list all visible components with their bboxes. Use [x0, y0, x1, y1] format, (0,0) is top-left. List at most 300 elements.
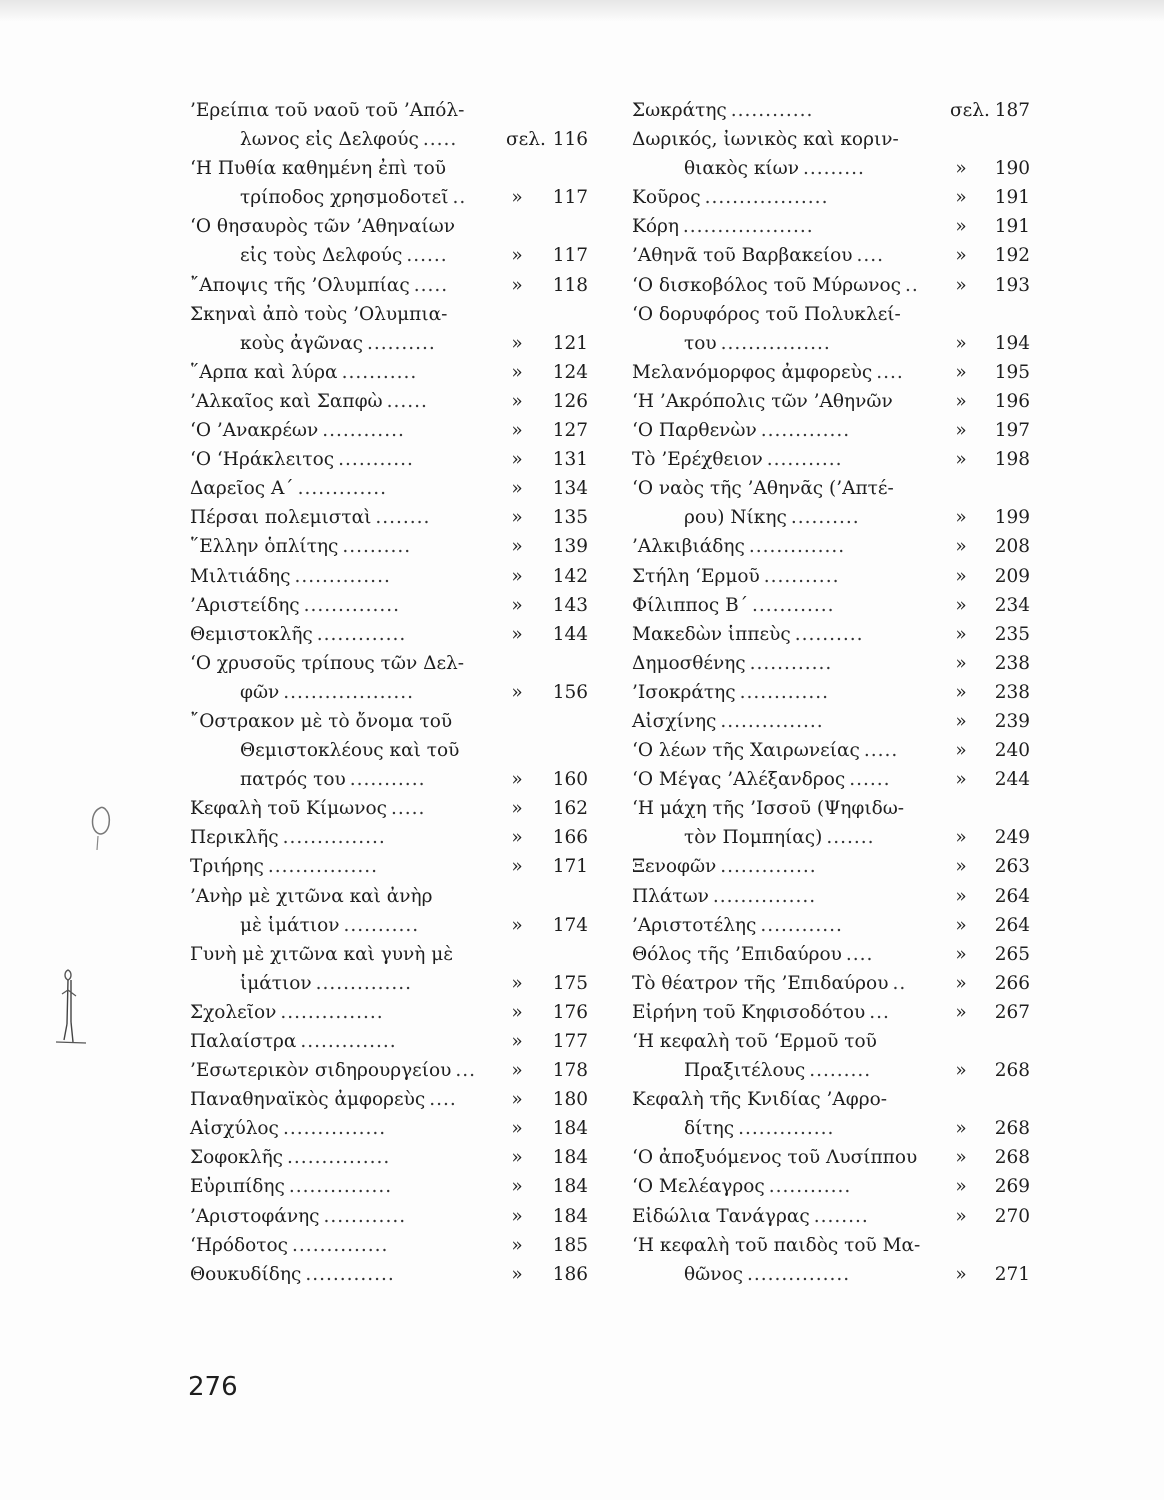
entry-title: μὲ ἱμάτιον — [240, 914, 340, 936]
index-entry — [190, 1114, 600, 1143]
page-prefix: » — [511, 536, 523, 558]
page-ref: 268 — [994, 1060, 1030, 1082]
index-entry — [632, 125, 1032, 154]
dot-leader: ........ — [813, 1205, 869, 1227]
page-ref: 180 — [552, 1089, 588, 1111]
entry-title: Παναθηναϊκὸς ἀμφορεὺς — [190, 1089, 426, 1111]
index-entry — [632, 678, 1032, 707]
entry-title: ‘Ο ἀποξυόμενος τοῦ Λυσίππου — [632, 1147, 918, 1169]
index-entry — [632, 1114, 1032, 1143]
entry-title: Εὐριπίδης — [190, 1176, 285, 1198]
page-prefix: » — [955, 274, 967, 296]
page-prefix: » — [511, 769, 523, 791]
dot-leader: .. — [892, 972, 907, 994]
entry-title: ’Ισοκράτης — [632, 681, 736, 703]
entry-title: Θόλος τῆς ’Επιδαύρου — [632, 943, 842, 965]
dot-leader: ... — [869, 1001, 890, 1023]
page-ref: 270 — [994, 1205, 1030, 1227]
entry-title: ῞Αρπα καὶ λύρα — [190, 361, 338, 383]
page-ref: 268 — [994, 1147, 1030, 1169]
page-ref: 117 — [552, 245, 588, 267]
page-ref: 271 — [994, 1263, 1030, 1285]
index-entry — [632, 620, 1032, 649]
index-entry — [632, 1260, 1032, 1289]
dot-leader: ............ — [749, 652, 833, 674]
entry-title: τὸν Πομπηίας) — [684, 827, 823, 849]
page-ref: 234 — [994, 594, 1030, 616]
index-entry — [190, 591, 600, 620]
page-prefix: » — [511, 1263, 523, 1285]
dot-leader: .......... — [366, 332, 436, 354]
entry-title: Κεφαλὴ τῆς Κνιδίας ’Αφρο- — [632, 1089, 888, 1111]
page-ref: 139 — [552, 536, 588, 558]
index-entry — [632, 707, 1032, 736]
page-ref: 142 — [552, 565, 588, 587]
entry-title: ‘Η ’Ακρόπολις τῶν ’Αθηνῶν — [632, 390, 893, 412]
page-number: 276 — [188, 1372, 238, 1402]
entry-title: λωνος εἰς Δελφούς — [240, 129, 419, 151]
dot-leader: .......... — [342, 536, 412, 558]
index-entry — [190, 474, 600, 503]
dot-leader: ............... — [287, 1147, 391, 1169]
page-ref: 240 — [994, 740, 1030, 762]
page-prefix: » — [955, 245, 967, 267]
page-ref: 249 — [994, 827, 1030, 849]
index-entry — [632, 736, 1032, 765]
index-entry — [632, 212, 1032, 241]
page-prefix: » — [511, 274, 523, 296]
dot-leader: ........... — [343, 914, 420, 936]
entry-title: Σωκράτης — [632, 100, 727, 121]
entry-title: Σχολεῖον — [190, 1001, 277, 1023]
page-ref: 263 — [994, 856, 1030, 878]
page-prefix: » — [955, 856, 967, 878]
entry-title: ‘Η Πυθία καθημένη ἐπὶ τοῦ — [190, 158, 446, 180]
dot-leader: ............. — [305, 1263, 395, 1285]
page-ref: 235 — [994, 623, 1030, 645]
page-ref: 176 — [552, 1001, 588, 1023]
index-entry — [190, 940, 600, 969]
index-entry — [190, 1027, 600, 1056]
entry-title: Μιλτιάδης — [190, 565, 291, 587]
page-prefix: » — [511, 449, 523, 471]
entry-title: ρου) Νίκης — [684, 507, 787, 529]
entry-title: ‘Η κεφαλὴ τοῦ ‘Ερμοῦ τοῦ — [632, 1031, 877, 1052]
index-entry — [632, 474, 1032, 503]
dot-leader: ..... — [390, 798, 426, 820]
page-top-shadow — [0, 0, 1164, 22]
page-ref: 193 — [994, 274, 1030, 296]
entry-title: ‘Ο λέων τῆς Χαιρωνείας — [632, 740, 860, 762]
index-entry — [190, 1085, 600, 1114]
index-entry — [190, 329, 600, 358]
dot-leader: ......... — [809, 1060, 872, 1082]
page-ref: 267 — [994, 1001, 1030, 1023]
index-entry — [632, 562, 1032, 591]
dot-leader: ....... — [826, 827, 875, 849]
entry-title: Δωρικός, ἰωνικὸς καὶ κοριν- — [632, 129, 899, 151]
page-prefix: » — [955, 187, 967, 209]
page-ref: 144 — [552, 623, 588, 645]
page-prefix: » — [511, 681, 523, 703]
entry-title: ῎Αποψις τῆς ’Ολυμπίας — [190, 274, 410, 296]
index-entry — [190, 882, 600, 911]
pencil-figure-sketch — [52, 964, 88, 1064]
index-entry — [190, 562, 600, 591]
page-prefix: » — [511, 478, 523, 500]
dot-leader: ................... — [682, 216, 814, 238]
entry-title: φῶν — [240, 681, 280, 703]
index-entry — [190, 911, 600, 940]
page-ref: 199 — [994, 507, 1030, 529]
dot-leader: .............. — [294, 565, 391, 587]
dot-leader: .... — [876, 361, 904, 383]
entry-title: ‘Η μάχη τῆς ’Ισσοῦ (Ψηφιδω- — [632, 798, 905, 820]
page-ref: 198 — [994, 449, 1030, 471]
page-prefix: » — [511, 1234, 523, 1256]
index-entry — [632, 1085, 1032, 1114]
dot-leader: ................ — [267, 856, 378, 878]
page-ref: 268 — [994, 1118, 1030, 1140]
index-entry — [632, 1143, 1032, 1172]
entry-title: ‘Ο ναὸς τῆς ’Αθηνᾶς (’Απτέ- — [632, 478, 894, 500]
index-entry — [632, 1027, 1032, 1056]
entry-title: Αἰσχύλος — [190, 1118, 279, 1140]
dot-leader: ..... — [863, 740, 899, 762]
entry-title: ῞Ελλην ὁπλίτης — [190, 536, 339, 558]
index-entry — [632, 154, 1032, 183]
dot-leader: .............. — [292, 1234, 389, 1256]
page-prefix: » — [511, 1001, 523, 1023]
page-ref: 135 — [552, 507, 588, 529]
dot-leader: ..... — [413, 274, 449, 296]
index-entry — [190, 1260, 600, 1289]
index-entry — [632, 998, 1032, 1027]
index-entry — [190, 998, 600, 1027]
page-ref: 209 — [994, 565, 1030, 587]
dot-leader: ............ — [751, 594, 835, 616]
index-entry — [632, 969, 1032, 998]
entry-title: Μελανόμορφος ἀμφορεὺς — [632, 361, 873, 383]
dot-leader: ............ — [323, 1205, 407, 1227]
entry-title: Δημοσθένης — [632, 652, 746, 674]
index-column-left — [190, 96, 600, 1289]
index-entry — [190, 125, 600, 154]
page-prefix: » — [955, 769, 967, 791]
dot-leader: ............. — [739, 681, 830, 703]
page-ref: 121 — [552, 332, 588, 354]
dot-leader: ............... — [282, 827, 386, 849]
index-entry — [190, 649, 600, 678]
page-prefix: » — [955, 158, 967, 180]
dot-leader: ...... — [406, 245, 448, 267]
index-entry — [190, 678, 600, 707]
index-column-right — [632, 96, 1032, 1289]
entry-title: Πραξιτέλους — [684, 1060, 806, 1082]
page-prefix: » — [511, 1031, 523, 1052]
page-prefix: » — [511, 856, 523, 878]
page-prefix: » — [955, 652, 967, 674]
entry-title: πατρός του — [240, 769, 346, 791]
page-prefix: » — [955, 565, 967, 587]
page-ref: 118 — [552, 274, 588, 296]
page-ref: 184 — [552, 1205, 588, 1227]
index-entry — [190, 1143, 600, 1172]
dot-leader: ................... — [283, 681, 415, 703]
page-ref: 126 — [552, 390, 588, 412]
page-ref: 178 — [552, 1060, 588, 1082]
index-entry — [190, 445, 600, 474]
entry-title: ‘Ο Παρθενὼν — [632, 420, 757, 442]
entry-title: Σοφοκλῆς — [190, 1147, 284, 1169]
index-entry — [632, 416, 1032, 445]
entry-title: Θεμιστοκλῆς — [190, 623, 313, 645]
entry-title: ’Αλκιβιάδης — [632, 536, 745, 558]
entry-title: ’Εσωτερικὸν σιδηρουργείου — [190, 1060, 452, 1082]
index-entry — [632, 445, 1032, 474]
page-prefix: » — [955, 1001, 967, 1023]
index-entry — [190, 969, 600, 998]
entry-title: δίτης — [684, 1118, 735, 1140]
entry-title: ‘Ο ‘Ηράκλειτος — [190, 449, 335, 471]
page-prefix: » — [511, 332, 523, 354]
page-ref: 187 — [994, 100, 1030, 121]
index-entry — [190, 794, 600, 823]
dot-leader: ............. — [760, 420, 851, 442]
page-ref: 166 — [552, 827, 588, 849]
index-entry — [190, 620, 600, 649]
page-ref: 116 — [552, 129, 588, 151]
page-prefix: » — [511, 1118, 523, 1140]
page-prefix: » — [955, 710, 967, 732]
dot-leader: ............... — [746, 1263, 851, 1285]
page-prefix: » — [955, 1205, 967, 1227]
page-prefix: » — [955, 1263, 967, 1285]
page-prefix: » — [511, 914, 523, 936]
dot-leader: .............. — [720, 856, 817, 878]
entry-title: ἱμάτιον — [240, 972, 312, 994]
index-entry — [632, 1202, 1032, 1231]
entry-title: Μακεδὼν ἱππεὺς — [632, 623, 791, 645]
dot-leader: .. — [904, 274, 919, 296]
entry-title: ‘Ο δορυφόρος τοῦ Πολυκλεί- — [632, 303, 901, 325]
dot-leader: ......... — [802, 158, 865, 180]
entry-title: Εἰδώλια Τανάγρας — [632, 1205, 810, 1227]
page-prefix: » — [955, 740, 967, 762]
dot-leader: ...... — [386, 390, 428, 412]
index-entry — [190, 1172, 600, 1201]
page-prefix: » — [511, 245, 523, 267]
page-ref: 156 — [552, 681, 588, 703]
page-ref: 208 — [994, 536, 1030, 558]
dot-leader: ... — [455, 1060, 477, 1082]
page-ref: 264 — [994, 914, 1030, 936]
entry-title: ‘Ο Μέγας ’Αλέξανδρος — [632, 769, 846, 791]
page-prefix: » — [955, 536, 967, 558]
page-ref: 162 — [552, 798, 588, 820]
index-entry — [632, 358, 1032, 387]
entry-title: εἰς τοὺς Δελφούς — [240, 245, 403, 267]
page-prefix: » — [511, 1147, 523, 1169]
entry-title: ’Ανὴρ μὲ χιτῶνα καὶ ἀνὴρ — [190, 885, 433, 907]
page-prefix: » — [511, 565, 523, 587]
page-prefix: σελ. — [950, 100, 990, 121]
index-entry — [190, 707, 600, 736]
entry-title: θιακὸς κίων — [684, 158, 799, 180]
index-entry — [632, 241, 1032, 270]
page-ref: 196 — [994, 390, 1030, 412]
dot-leader: ............... — [280, 1001, 384, 1023]
index-entry — [190, 503, 600, 532]
page-ref: 127 — [552, 420, 588, 442]
entry-title: Στήλη ‘Ερμοῦ — [632, 565, 760, 587]
dot-leader: ..... — [422, 129, 458, 151]
index-entry — [190, 358, 600, 387]
page-prefix: » — [511, 390, 523, 412]
dot-leader: ............... — [720, 710, 824, 732]
entry-title: ‘Ο χρυσοῦς τρίπους τῶν Δελ- — [190, 652, 465, 674]
page-ref: 238 — [994, 652, 1030, 674]
entry-title: Εἰρήνη τοῦ Κηφισοδότου — [632, 1001, 866, 1023]
entry-title: ῎Οστρακον μὲ τὸ ὄνομα τοῦ — [190, 710, 453, 732]
page-ref: 117 — [552, 187, 588, 209]
dot-leader: ............. — [316, 623, 407, 645]
dot-leader: ................ — [720, 332, 831, 354]
page-prefix: » — [511, 623, 523, 645]
page-prefix: » — [955, 216, 967, 238]
page-prefix: σελ. — [506, 129, 546, 151]
entry-title: ’Αθηνᾶ τοῦ Βαρβακείου — [632, 245, 853, 267]
index-entry — [190, 387, 600, 416]
index-entry — [632, 1231, 1032, 1260]
page-ref: 244 — [994, 769, 1030, 791]
dot-leader: ............... — [712, 885, 817, 907]
entry-title: θῶνος — [684, 1263, 743, 1285]
dot-leader: .............. — [300, 1031, 397, 1052]
page-ref: 184 — [552, 1147, 588, 1169]
index-entry — [632, 271, 1032, 300]
index-entry — [632, 852, 1032, 881]
page-prefix: » — [511, 507, 523, 529]
page-prefix: » — [511, 1089, 523, 1111]
entry-title: ‘Ηρόδοτος — [190, 1234, 289, 1256]
dot-leader: ........... — [341, 361, 418, 383]
index-entry — [632, 1172, 1032, 1201]
entry-title: Περικλῆς — [190, 827, 279, 849]
page-prefix: » — [955, 623, 967, 645]
page-ref: 264 — [994, 885, 1030, 907]
index-entry — [190, 1056, 600, 1085]
entry-title: ’Αριστοτέλης — [632, 914, 757, 936]
entry-title: Δαρεῖος Α΄ — [190, 478, 294, 500]
entry-title: Αἰσχίνης — [632, 710, 717, 732]
dot-leader: .............. — [748, 536, 846, 558]
page-prefix: » — [955, 885, 967, 907]
page-prefix: » — [955, 594, 967, 616]
page-prefix: » — [955, 449, 967, 471]
index-entry — [632, 649, 1032, 678]
page-ref: 195 — [994, 361, 1030, 383]
index-entry — [632, 765, 1032, 794]
index-entry — [632, 329, 1032, 358]
entry-title: τρίποδος χρησμοδοτεῖ — [240, 187, 449, 209]
entry-title: Κόρη — [632, 216, 679, 238]
entry-title: ‘Ο θησαυρὸς τῶν ’Αθηναίων — [190, 216, 456, 238]
index-entry — [190, 532, 600, 561]
page-ref: 192 — [994, 245, 1030, 267]
dot-leader: ............ — [322, 420, 405, 442]
dot-leader: ............. — [297, 478, 388, 500]
index-entry — [190, 96, 600, 125]
index-entry — [190, 154, 600, 183]
page-prefix: » — [511, 187, 523, 209]
page-ref: 186 — [552, 1263, 588, 1285]
dot-leader: .......... — [794, 623, 864, 645]
dot-leader: ............ — [730, 100, 814, 121]
page-prefix: » — [955, 1060, 967, 1082]
index-entry — [632, 96, 1032, 125]
index-entry — [190, 271, 600, 300]
dot-leader: .............. — [303, 594, 400, 616]
page-prefix: » — [511, 1176, 523, 1198]
entry-title: ‘Ο ’Ανακρέων — [190, 420, 319, 442]
entry-title: Ξενοφῶν — [632, 856, 717, 878]
page-prefix: » — [511, 1060, 523, 1082]
index-entry — [190, 241, 600, 270]
page-prefix: » — [511, 972, 523, 994]
page-ref: 265 — [994, 943, 1030, 965]
dot-leader: ............... — [282, 1118, 387, 1140]
page-prefix: » — [955, 943, 967, 965]
index-entry — [632, 823, 1032, 852]
page-ref: 190 — [994, 158, 1030, 180]
dot-leader: .. — [452, 187, 467, 209]
dot-leader: ...... — [849, 769, 891, 791]
page-ref: 266 — [994, 972, 1030, 994]
index-entry — [632, 794, 1032, 823]
page-prefix: » — [955, 972, 967, 994]
dot-leader: ........ — [375, 507, 431, 529]
page-prefix: » — [511, 420, 523, 442]
page-ref: 194 — [994, 332, 1030, 354]
dot-leader: ............ — [760, 914, 843, 936]
dot-leader: .... — [856, 245, 885, 267]
entry-title: Τριήρης — [190, 856, 264, 878]
entry-title: ’Αλκαῖος καὶ Σαπφὼ — [190, 390, 383, 412]
page-ref: 191 — [994, 216, 1030, 238]
page-prefix: » — [955, 1176, 967, 1198]
dot-leader: .... — [429, 1089, 457, 1111]
page-ref: 177 — [552, 1031, 588, 1052]
page-prefix: » — [511, 827, 523, 849]
entry-title: ’Αριστείδης — [190, 594, 300, 616]
entry-title: του — [684, 332, 717, 354]
entry-title: Κοῦρος — [632, 187, 701, 209]
page-ref: 143 — [552, 594, 588, 616]
entry-title: Θουκυδίδης — [190, 1263, 302, 1285]
dot-leader: .......... — [790, 507, 860, 529]
index-entry — [632, 1056, 1032, 1085]
page-prefix: » — [955, 827, 967, 849]
index-entry — [190, 212, 600, 241]
index-entry — [190, 416, 600, 445]
index-entry — [190, 823, 600, 852]
page-prefix: » — [955, 332, 967, 354]
entry-title: Παλαίστρα — [190, 1031, 297, 1052]
page-ref: 239 — [994, 710, 1030, 732]
page-ref: 269 — [994, 1176, 1030, 1198]
page-prefix: » — [955, 390, 967, 412]
